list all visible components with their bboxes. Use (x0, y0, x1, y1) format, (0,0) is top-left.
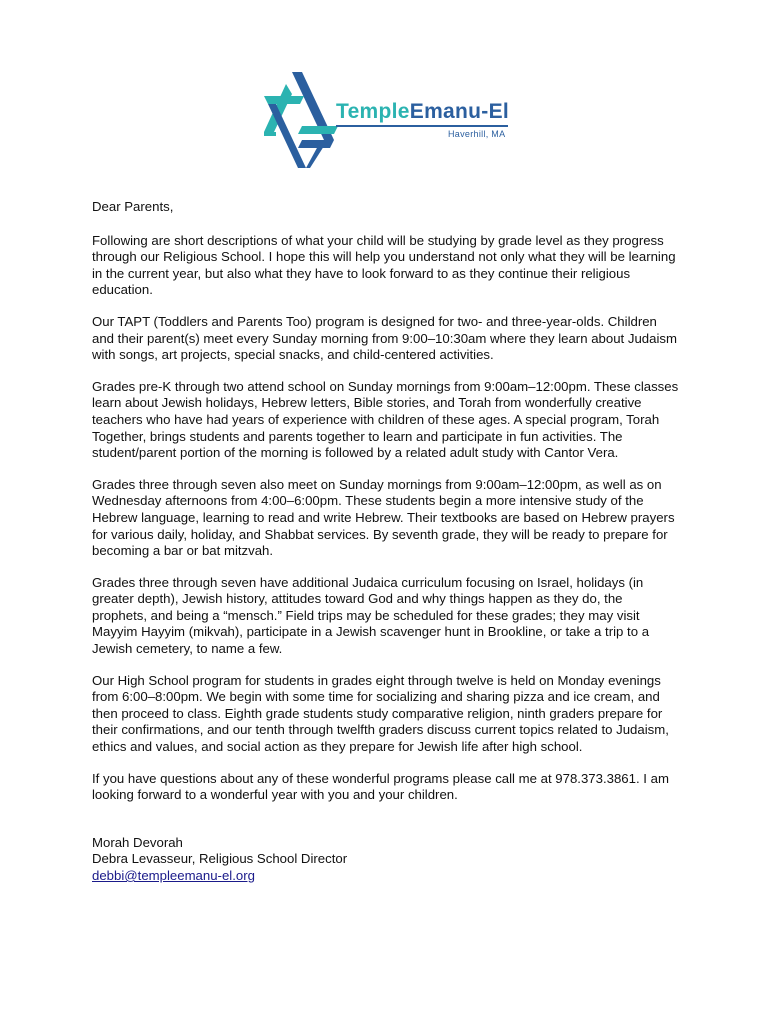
letter-body (92, 199, 680, 885)
temple-name-part2: Emanu-El (409, 100, 510, 123)
temple-name-part1: Temple (336, 100, 410, 123)
temple-logo (262, 70, 522, 170)
paragraph-prek-two: Grades pre-K through two attend school on Sunday mornings from 9:00am–12:00pm. These classes learn about Jewish holidays, Hebrew letters, Bible stories, and Torah from wonderfully creative teachers who have had years of experience with children of these ages. A special program, Torah Together, brings students and parents together to learn and participate in fun activities. The student/parent portion of the morning is followed by a related adult study with Cantor Vera. (92, 378, 679, 461)
star-of-david-icon (262, 70, 342, 170)
logo-divider (336, 125, 508, 127)
paragraph-contact: If you have questions about any of these wonderful programs please call me at 978.373.3861. I am looking forward to a wonderful year with you and your children. (92, 770, 669, 803)
temple-name (336, 100, 509, 124)
signature-name: Morah Devorah (92, 834, 183, 850)
paragraph-intro: Following are short descriptions of what your child will be studying by grade level as they progress through our Religious School. I hope this will help you understand not only what they will be learning in the current year, but also what they have to look forward to as they continue their religious education. (92, 232, 676, 298)
salutation: Dear Parents, (92, 199, 174, 214)
paragraph-three-seven: Grades three through seven also meet on Sunday mornings from 9:00am–12:00pm, as well as on Wednesday afternoons from 4:00–6:00pm. These students begin a more intensive study of the Hebrew language, learning to read and write Hebrew. Their textbooks are based on Hebrew prayers for various daily, holiday, and Shabbat services. By seventh grade, they will be ready to prepare for becoming a bar or bat mitzvah. (92, 476, 675, 559)
email-link[interactable]: debbi@templeemanu-el.org (92, 868, 255, 883)
signature-block (92, 835, 680, 885)
paragraph-tapt: Our TAPT (Toddlers and Parents Too) program is designed for two- and three-year-olds. Children and their parent(s) meet every Sunday morning from 9:00–10:30am where they learn about Judaism with songs, art projects, special snacks, and child-centered activities. (92, 313, 677, 363)
paragraph-judaica: Grades three through seven have additional Judaica curriculum focusing on Israel, holidays (in greater depth), Jewish history, attitudes toward God and why things happen as they do, the prophets, and being a “mensch.” Field trips may be scheduled for these grades; they may visit Mayyim Hayyim (mikvah), participate in a Jewish scavenger hunt in Brookline, or take a trip to a Jewish cemetery, to name a few. (92, 574, 650, 657)
paragraph-high-school: Our High School program for students in grades eight through twelve is held on Monday evenings from 6:00–8:00pm. We begin with some time for socializing and sharing pizza and ice cream, and then proceed to class. Eighth grade students study comparative religion, ninth graders prepare for their confirmations, and our tenth through twelfth graders discuss current topics related to Judaism, ethics and values, and social action as they prepare for Jewish life after high school. (92, 672, 669, 755)
signature-title: Debra Levasseur, Religious School Director (92, 851, 348, 867)
temple-location: Haverhill, MA (448, 129, 506, 139)
